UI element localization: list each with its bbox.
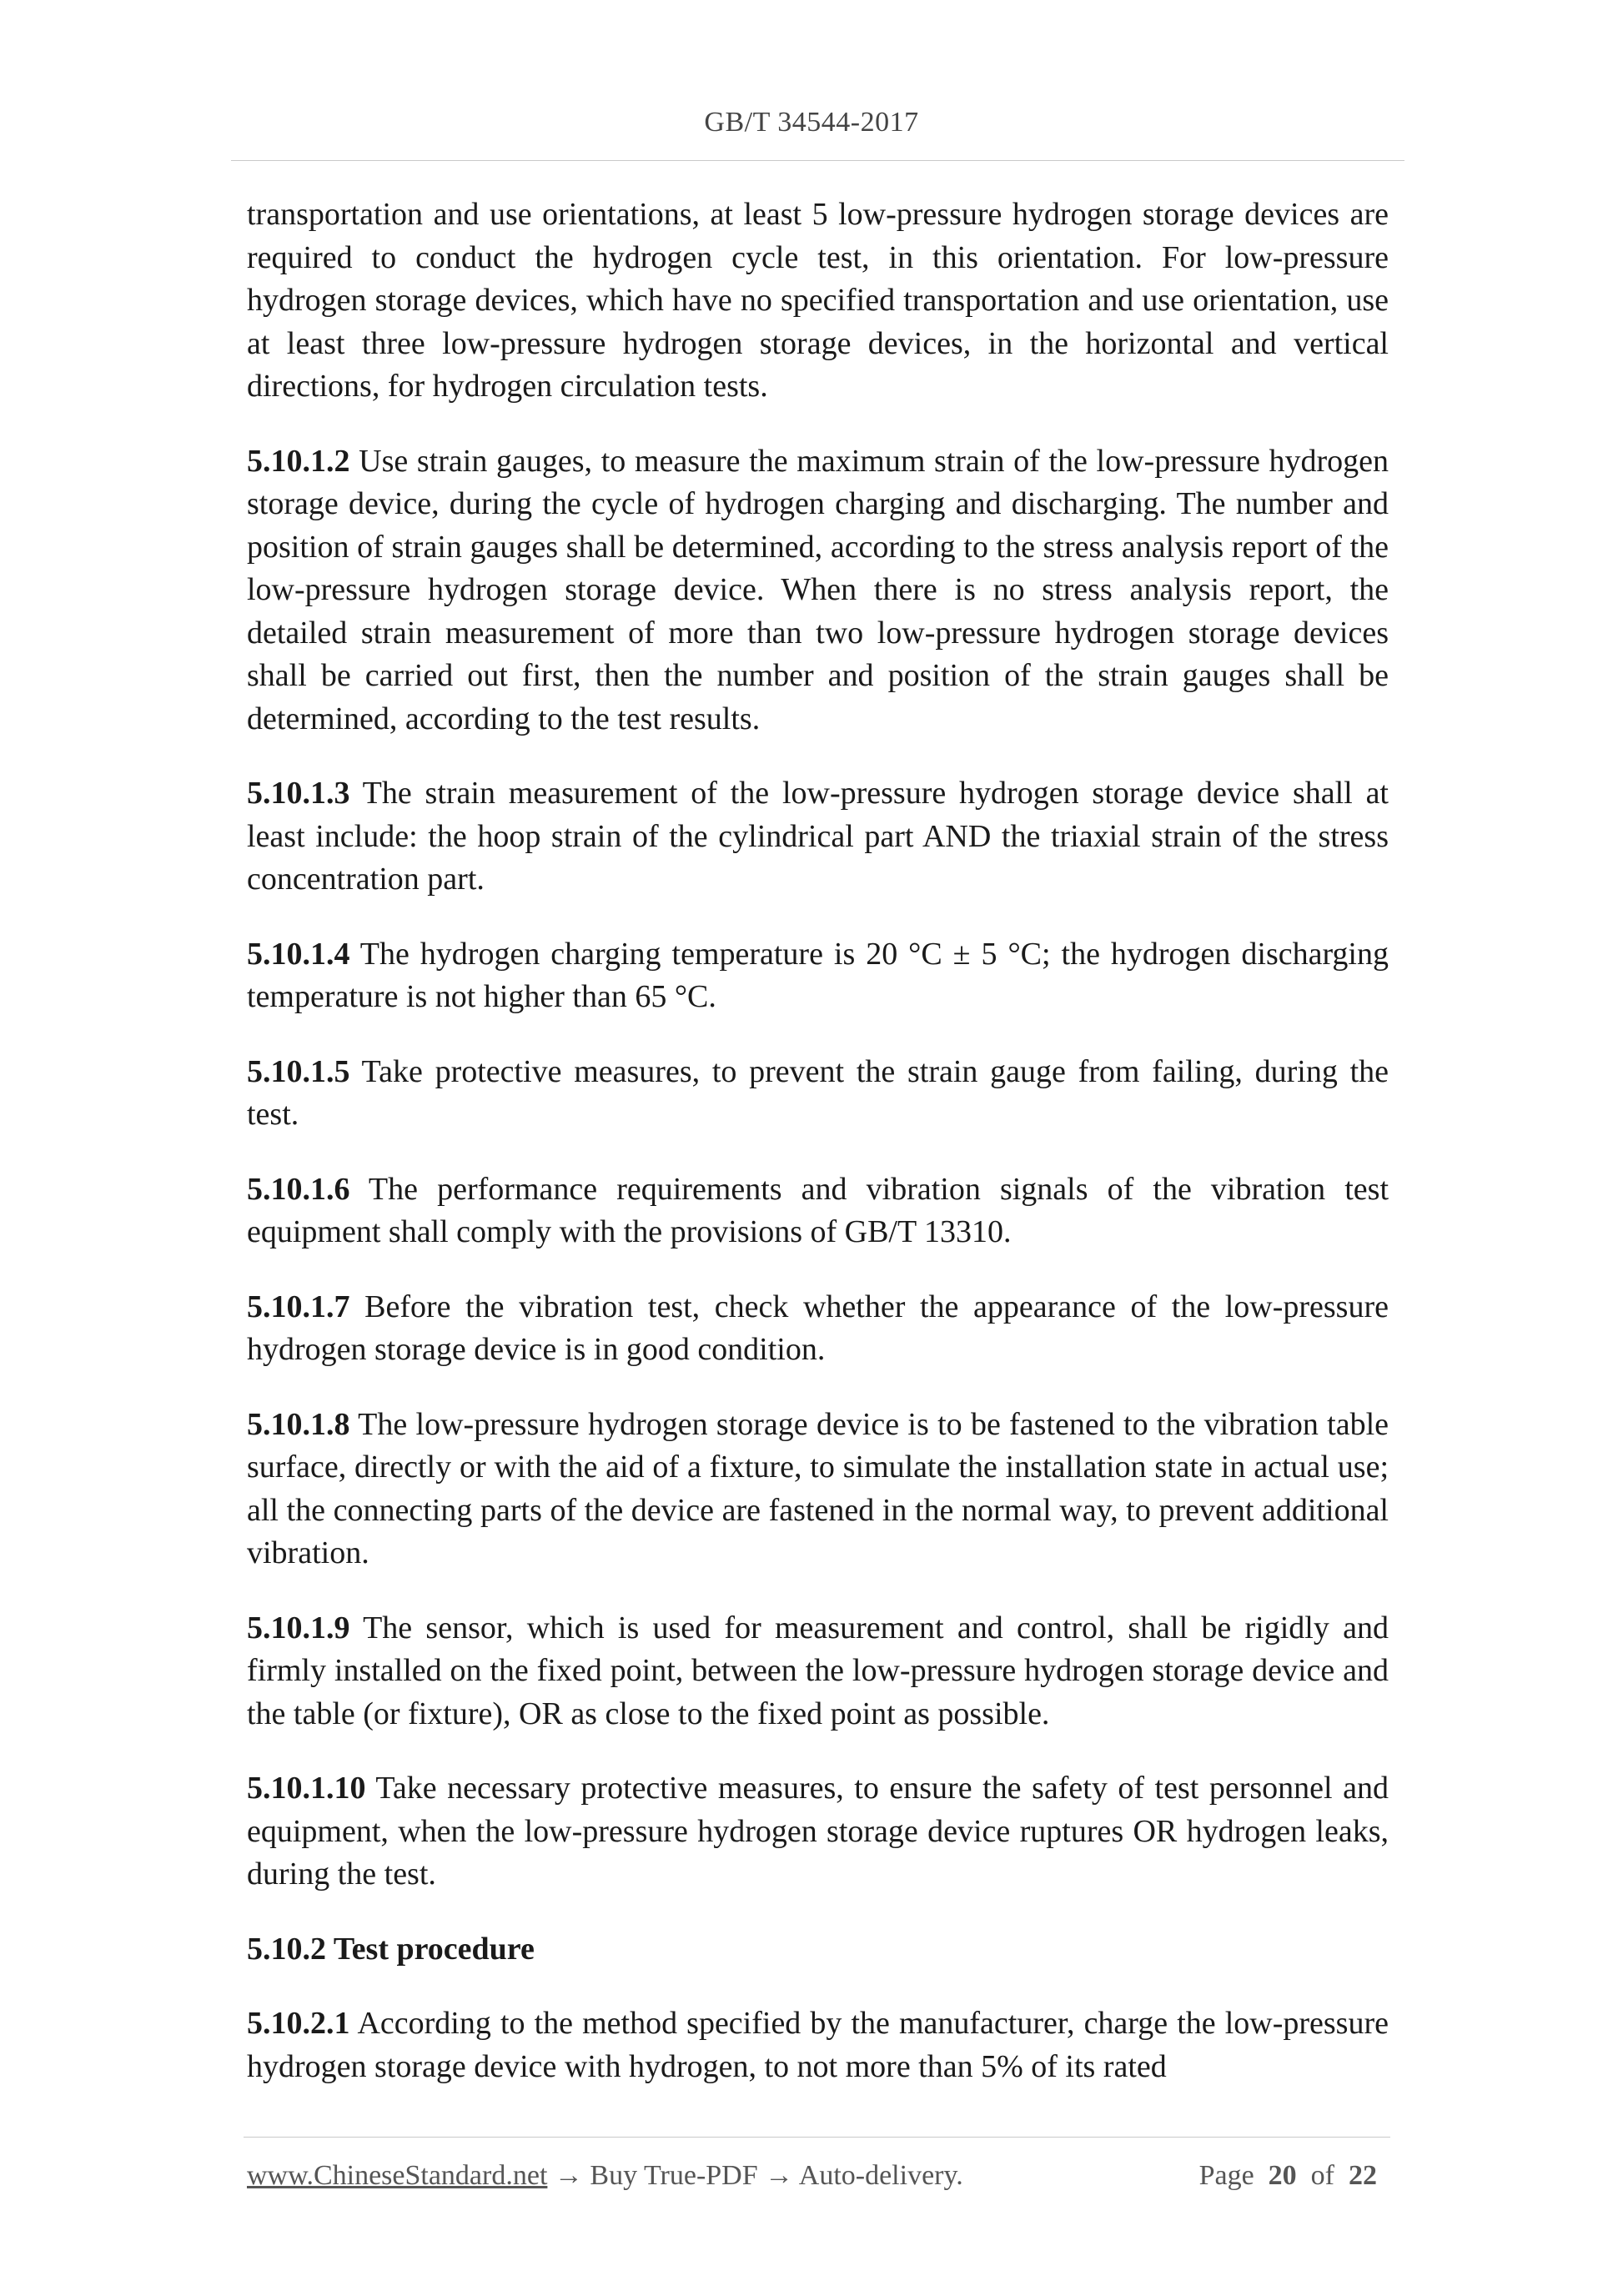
- clause-number: 5.10.1.2: [247, 443, 350, 479]
- clause-5-10-1-9: [247, 1607, 1389, 1736]
- clause-5-10-1-2: [247, 440, 1389, 741]
- clause-5-10-1-8: [247, 1404, 1389, 1575]
- clause-text: Take protective measures, to prevent the strain gauge from failing, during the test.: [247, 1053, 1389, 1132]
- clause-text: The hydrogen charging temperature is 20 °C ± 5 °C; the hydrogen discharging temperature is not higher than 65 °C.: [247, 936, 1389, 1014]
- arrow-right-icon: →: [757, 2160, 799, 2191]
- clause-text: Use strain gauges, to measure the maximum strain of the low-pressure hydrogen storage device, during the cycle of hydrogen charging and discharging. The number and position of strain gauges shall be determined, according to the stress analysis report of the low-pressure hydrogen storage device. When there is no stress analysis report, the detailed strain measurement of more than two low-pressure hydrogen storage devices shall be carried out first, then the number and position of the strain gauges shall be determined, according to the test results.: [247, 443, 1389, 736]
- clause-number: 5.10.1.10: [247, 1771, 366, 1806]
- document-body: [247, 193, 1389, 2120]
- clause-5-10-1-10: [247, 1767, 1389, 1897]
- clause-number: 5.10.1.7: [247, 1289, 350, 1324]
- clause-number: 5.10.1.6: [247, 1171, 350, 1207]
- arrow-right-icon: →: [547, 2160, 590, 2191]
- clause-number: 5.10.1.8: [247, 1406, 350, 1442]
- section-heading-test-procedure: 5.10.2 Test procedure: [247, 1931, 535, 1967]
- auto-delivery-text: Auto-delivery.: [798, 2160, 963, 2191]
- clause-text: The performance requirements and vibration signals of the vibration test equipment shall comply with the provisions of GB/T 13310.: [247, 1171, 1389, 1249]
- page-of-label: of: [1310, 2160, 1334, 2191]
- total-pages: 22: [1349, 2160, 1377, 2191]
- clause-5-10-1-6: [247, 1168, 1389, 1254]
- footer-promo: [247, 2160, 963, 2192]
- page-header-title: GB/T 34544-2017: [704, 107, 919, 138]
- clause-number: 5.10.1.3: [247, 776, 350, 811]
- page-footer: [247, 2160, 1389, 2202]
- clause-text: The strain measurement of the low-pressure hydrogen storage device shall at least include: the hoop strain of the cylindrical part AND the triaxial strain of the stress concentration part.: [247, 776, 1389, 897]
- clause-5-10-1-7: [247, 1286, 1389, 1372]
- clause-text: The low-pressure hydrogen storage device is to be fastened to the vibration table surface, directly or with the aid of a fixture, to simulate the installation state in actual use; all the connecting parts of the device are fastened in the normal way, to prevent additional vibration.: [247, 1406, 1389, 1570]
- clause-text: The sensor, which is used for measurement and control, shall be rigidly and firmly installed on the fixed point, between the low-pressure hydrogen storage device and the table (or fixture), OR as close to the fixed point as possible.: [247, 1610, 1389, 1731]
- clause-5-10-2-1: [247, 2002, 1389, 2088]
- buy-true-pdf-text: Buy True-PDF: [590, 2160, 758, 2191]
- clause-text: Before the vibration test, check whether the appearance of the low-pressure hydrogen storage device is in good condition.: [247, 1289, 1389, 1367]
- page-number: [1199, 2160, 1377, 2192]
- paragraph-continuation: [247, 193, 1389, 409]
- clause-number: 5.10.1.5: [247, 1053, 350, 1089]
- page-label: Page: [1198, 2160, 1254, 2191]
- current-page: 20: [1268, 2160, 1297, 2191]
- clause-5-10-1-5: [247, 1051, 1389, 1137]
- clause-text: According to the method specified by the manufacturer, charge the low-pressure hydrogen storage device with hydrogen, to not more than 5% of its rated: [247, 2006, 1389, 2084]
- clause-text: Take necessary protective measures, to ensure the safety of test personnel and equipment, when the low-pressure hydrogen storage device ruptures OR hydrogen leaks, during the test.: [247, 1771, 1389, 1892]
- footer-divider: [244, 2137, 1390, 2138]
- clause-number: 5.10.1.4: [247, 936, 350, 972]
- clause-number: 5.10.2.1: [247, 2006, 350, 2041]
- website-link[interactable]: www.ChineseStandard.net: [247, 2160, 548, 2191]
- paragraph-text: transportation and use orientations, at least 5 low-pressure hydrogen storage devices are required to conduct the hydrogen cycle test, in this orientation. For low-pressure hydrogen storage devices, which have no specified transportation and use orientation, use at least three low-pressure hydrogen storage devices, in the horizontal and vertical directions, for hydrogen circulation tests.: [247, 197, 1389, 404]
- clause-5-10-1-3: [247, 772, 1389, 902]
- clause-5-10-1-4: [247, 933, 1389, 1019]
- header-divider: [231, 160, 1404, 161]
- clause-number: 5.10.1.9: [247, 1610, 350, 1645]
